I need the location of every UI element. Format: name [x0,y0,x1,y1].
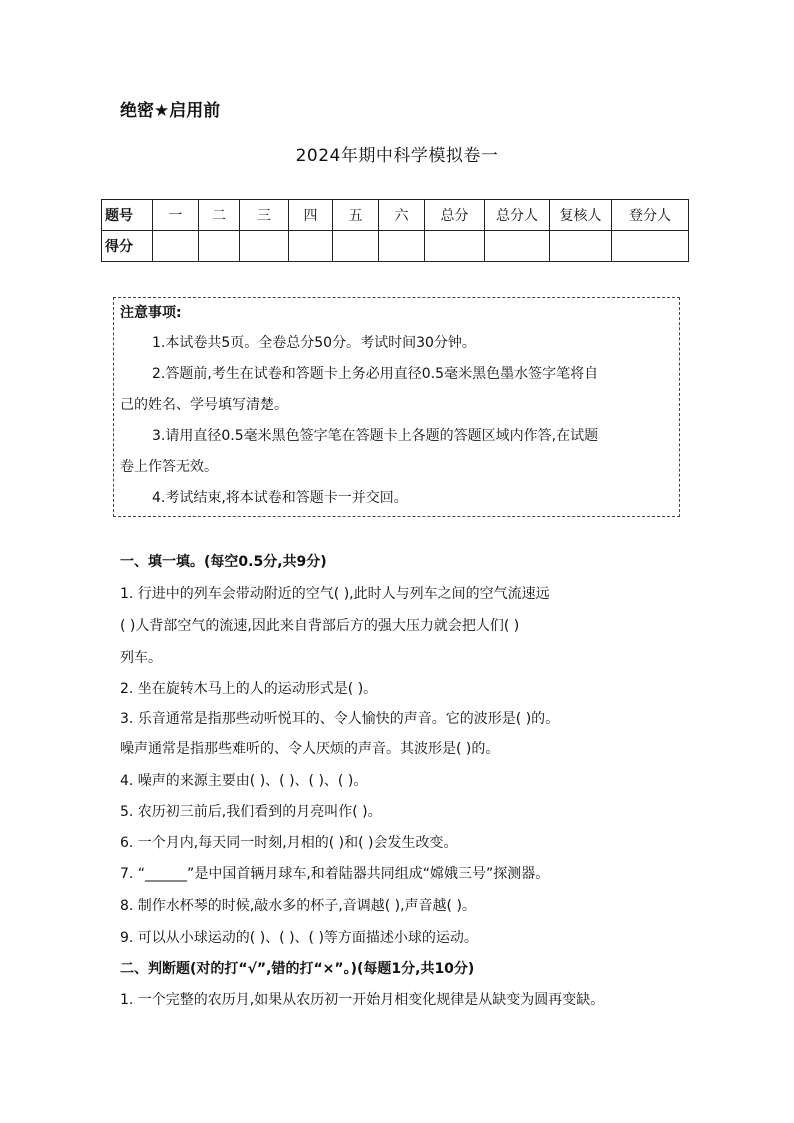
header-cell: 总分 [425,200,485,231]
question-line: ( )人背部空气的流速,因此来自背部后方的强大压力就会把人们( ) [120,618,520,634]
question-line: 1. 行进中的列车会带动附近的空气( ),此时人与列车之间的空气流速远 [120,586,550,602]
score-row-label: 得分 [102,231,153,262]
header-cell: 题号 [102,200,153,231]
notice-line: 卷上作答无效。 [120,459,218,475]
score-cell[interactable] [485,231,550,262]
notice-line: 2.答题前,考生在试卷和答题卡上务必用直径0.5毫米黑色墨水签字笔将自 [152,366,599,382]
section2-heading: 二、判断题(对的打“√”,错的打“×”。)(每题1分,共10分) [120,961,475,977]
question-line: 3. 乐音通常是指那些动听悦耳的、令人愉快的声音。它的波形是( )的。 [120,711,560,727]
score-cell[interactable] [240,231,289,262]
notice-line: 己的姓名、学号填写清楚。 [120,397,288,413]
notice-line: 3.请用直径0.5毫米黑色签字笔在答题卡上各题的答题区域内作答,在试题 [152,428,599,444]
notice-line: 1.本试卷共5页。全卷总分50分。考试时间30分钟。 [152,335,476,351]
header-cell: 四 [289,200,333,231]
question-line: 4. 噪声的来源主要由( )、( )、( )、( )。 [120,773,368,789]
header-cell: 登分人 [612,200,689,231]
question-line: 8. 制作水杯琴的时候,敲水多的杯子,音调越( ),声音越( )。 [120,898,476,914]
question-line: 5. 农历初三前后,我们看到的月亮叫作( )。 [120,804,382,820]
question-line: 1. 一个完整的农历月,如果从农历初一开始月相变化规律是从缺变为圆再变缺。 [120,992,605,1008]
score-cell[interactable] [550,231,612,262]
question-line: 2. 坐在旋转木马上的人的运动形式是( )。 [120,681,378,697]
score-cell[interactable] [612,231,689,262]
score-table-score-row [102,231,689,262]
question-line: 6. 一个月内,每天同一时刻,月相的( )和( )会发生改变。 [120,835,458,851]
score-cell[interactable] [333,231,379,262]
question-line: 7. “______”是中国首辆月球车,和着陆器共同组成“嫦娥三号”探测器。 [120,866,550,882]
score-table-header-row [102,200,689,231]
notice-box [113,297,680,517]
header-cell: 五 [333,200,379,231]
score-cell[interactable] [425,231,485,262]
score-table [101,199,689,262]
confidential-label: 绝密★启用前 [120,101,221,121]
question-line: 噪声通常是指那些难听的、令人厌烦的声音。其波形是( )的。 [120,741,500,757]
notice-line: 4.考试结束,将本试卷和答题卡一并交回。 [152,490,408,506]
header-cell: 总分人 [485,200,550,231]
score-cell[interactable] [199,231,240,262]
question-line: 列车。 [120,650,162,666]
question-line: 9. 可以从小球运动的( )、( )、( )等方面描述小球的运动。 [120,930,478,946]
notice-title: 注意事项: [120,305,182,321]
header-cell: 三 [240,200,289,231]
header-cell: 一 [153,200,199,231]
header-cell: 复核人 [550,200,612,231]
score-cell[interactable] [289,231,333,262]
header-cell: 二 [199,200,240,231]
header-cell: 六 [379,200,425,231]
exam-title: 2024年期中科学模拟卷一 [295,146,499,166]
score-cell[interactable] [379,231,425,262]
score-cell[interactable] [153,231,199,262]
section1-heading: 一、填一填。(每空0.5分,共9分) [120,554,327,570]
